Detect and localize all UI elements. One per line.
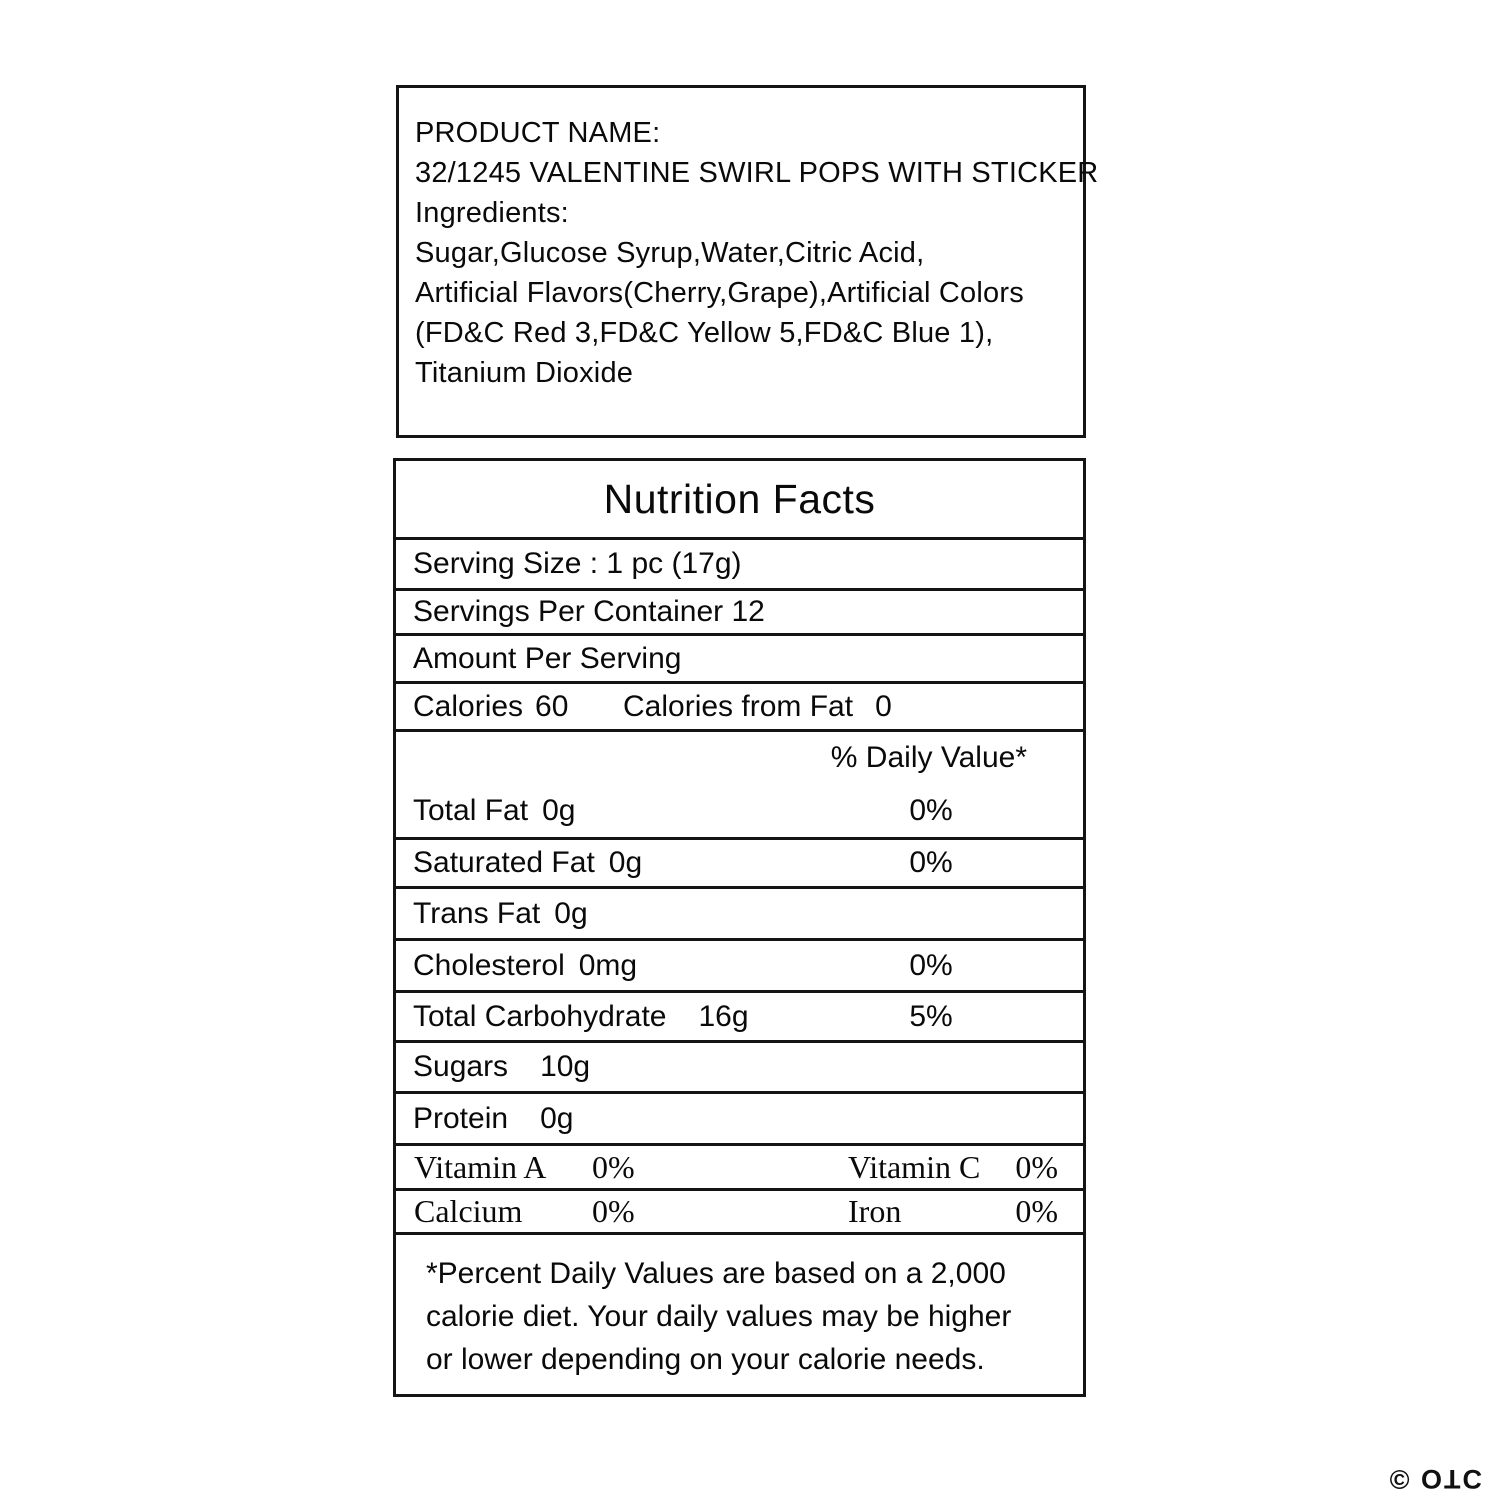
- nutrient-amount: 16g: [698, 999, 749, 1033]
- serving-size-text: Serving Size : 1 pc (17g): [413, 547, 742, 580]
- trans-fat-row: [396, 886, 1083, 938]
- nutrient-amount: 0g: [542, 793, 576, 827]
- footnote-line: calorie diet. Your daily values may be higher: [426, 1300, 1012, 1333]
- nutrient-daily-value: 0%: [909, 846, 953, 879]
- nutrient-label: Total Fat: [413, 793, 529, 827]
- nutrient-daily-value: 5%: [909, 999, 953, 1033]
- calcium-label: Calcium: [414, 1193, 523, 1229]
- ingredients-line: Artificial Flavors(Cherry,Grape),Artificial Colors: [415, 277, 1024, 309]
- amount-per-serving-row: [396, 633, 1083, 681]
- ingredients-line: Sugar,Glucose Syrup,Water,Citric Acid,: [415, 237, 925, 269]
- nutrient-amount: 0g: [554, 896, 588, 930]
- total-carbohydrate-row: [396, 990, 1083, 1040]
- vitamin-a-value: 0%: [592, 1148, 635, 1185]
- iron-value: 0%: [1015, 1193, 1058, 1229]
- footnote-line: *Percent Daily Values are based on a 2,000: [426, 1257, 1006, 1290]
- nutrient-label: Total Carbohydrate: [413, 999, 667, 1033]
- calories-label: Calories: [413, 689, 524, 723]
- nutrient-label: Trans Fat: [413, 896, 541, 930]
- iron-label: Iron: [848, 1193, 902, 1229]
- nutrient-label: Sugars: [413, 1050, 509, 1083]
- product-info-box: [396, 85, 1099, 438]
- mineral-row: [396, 1188, 1083, 1232]
- nutrient-amount: 10g: [540, 1050, 591, 1083]
- daily-value-footnote: [396, 1232, 1083, 1381]
- daily-value-section: [396, 729, 1083, 837]
- calories-from-fat-value: 0: [875, 689, 892, 723]
- otc-watermark: © OTC: [1389, 1464, 1484, 1494]
- ingredients-line: (FD&C Red 3,FD&C Yellow 5,FD&C Blue 1),: [415, 317, 994, 349]
- calories-from-fat-label: Calories from Fat: [623, 689, 854, 723]
- ingredients-heading: Ingredients:: [415, 197, 569, 229]
- nutrient-label: Saturated Fat: [413, 846, 595, 879]
- amount-per-serving-text: Amount Per Serving: [413, 641, 682, 675]
- vitamin-c-label: Vitamin C: [848, 1148, 981, 1185]
- serving-size-row: [396, 537, 1083, 588]
- calcium-value: 0%: [592, 1193, 635, 1229]
- nutrition-facts-title: Nutrition Facts: [603, 475, 876, 522]
- nutrient-amount: 0g: [608, 846, 643, 879]
- calories-value: 60: [535, 689, 569, 723]
- product-name-value: 32/1245 VALENTINE SWIRL POPS WITH STICKER: [415, 157, 1099, 189]
- saturated-fat-row: [396, 837, 1083, 886]
- nutrient-amount: 0g: [540, 1101, 574, 1135]
- vitamin-c-value: 0%: [1015, 1148, 1058, 1185]
- product-name-heading: PRODUCT NAME:: [415, 117, 661, 149]
- nutrient-label: Protein: [413, 1101, 509, 1135]
- nutrient-label: Cholesterol: [413, 948, 565, 982]
- vitamin-a-label: Vitamin A: [414, 1148, 547, 1185]
- servings-per-container-text: Servings Per Container 12: [413, 595, 765, 628]
- nutrient-daily-value: 0%: [909, 793, 953, 827]
- sugars-row: [396, 1040, 1083, 1091]
- nutrient-daily-value: 0%: [909, 948, 953, 982]
- calories-from-fat: [623, 690, 892, 724]
- cholesterol-row: [396, 938, 1083, 990]
- footnote-line: or lower depending on your calorie needs.: [426, 1343, 985, 1376]
- nutrient-amount: 0mg: [578, 948, 638, 982]
- total-fat-row: [396, 785, 1083, 838]
- daily-value-header: % Daily Value*: [830, 741, 1027, 775]
- nutrition-facts-panel: [393, 458, 1086, 1397]
- ingredients-line: Titanium Dioxide: [415, 357, 634, 389]
- calories-row: [396, 681, 1083, 729]
- vitamin-row: [396, 1143, 1083, 1188]
- protein-row: [396, 1091, 1083, 1143]
- servings-per-container-row: [396, 588, 1083, 633]
